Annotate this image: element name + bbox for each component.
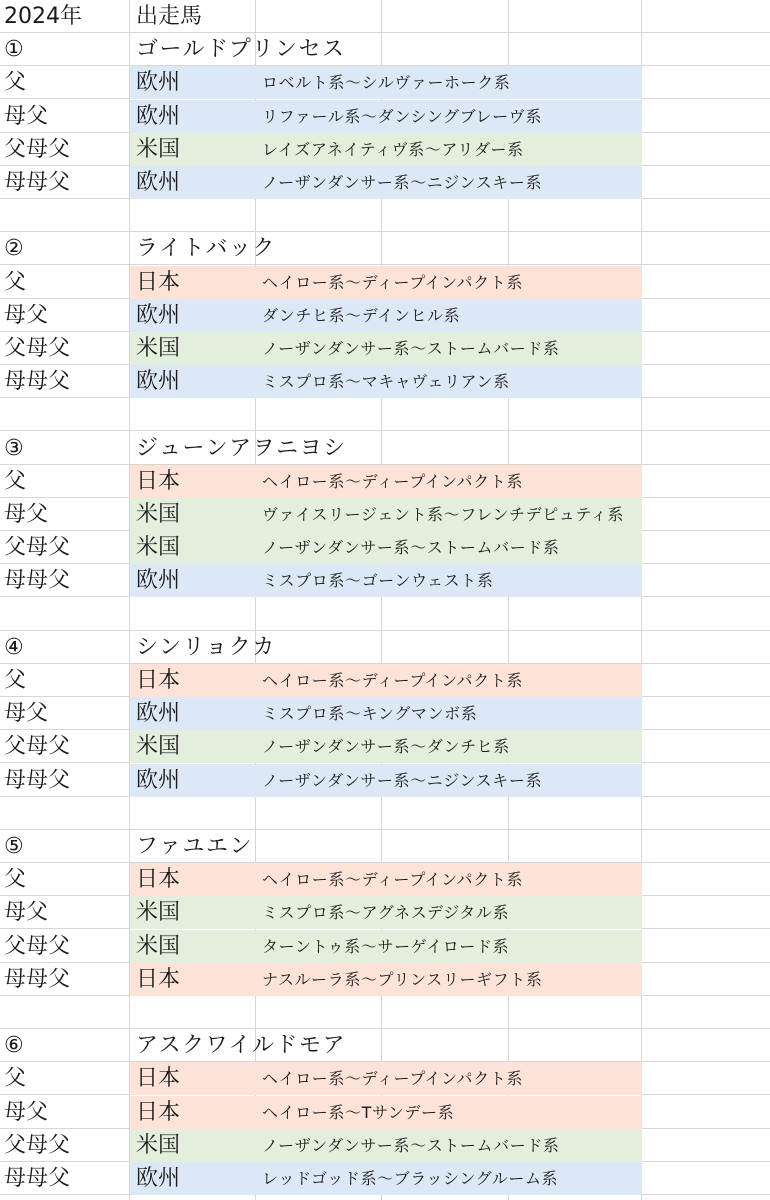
column-label-cell[interactable]: 出走馬 xyxy=(136,4,203,29)
region-cell[interactable]: 欧州 xyxy=(136,103,181,129)
region-cell[interactable]: 米国 xyxy=(136,136,181,162)
pedigree-role[interactable]: 母父 xyxy=(4,103,49,129)
lineage-cell[interactable]: ロベルト系～シルヴァーホーク系 xyxy=(262,73,511,93)
horse-title-row xyxy=(0,631,770,664)
region-cell[interactable]: 米国 xyxy=(136,933,181,959)
pedigree-row xyxy=(0,863,770,896)
horse-title-row xyxy=(0,432,770,465)
pedigree-role[interactable]: 父母父 xyxy=(4,1132,71,1158)
spacer-row xyxy=(0,797,770,830)
pedigree-row xyxy=(0,1129,770,1162)
pedigree-role[interactable]: 母父 xyxy=(4,1099,49,1125)
lineage-cell[interactable]: ミスプロ系～アグネスデジタル系 xyxy=(262,903,510,923)
horse-number[interactable]: ⑤ xyxy=(4,834,24,859)
lineage-cell[interactable]: レッドゴッド系～ブラッシングルーム系 xyxy=(262,1169,559,1188)
horse-number[interactable]: ② xyxy=(4,236,24,262)
lineage-cell[interactable]: ダンチヒ系～デインヒル系 xyxy=(262,305,461,325)
lineage-cell[interactable]: ミスプロ系～ゴーンウェスト系 xyxy=(262,571,494,591)
pedigree-role[interactable]: 母父 xyxy=(4,502,49,527)
pedigree-row xyxy=(0,133,770,166)
pedigree-row xyxy=(0,465,770,498)
region-cell[interactable]: 米国 xyxy=(136,336,181,361)
pedigree-role[interactable]: 母母父 xyxy=(4,170,71,195)
lineage-cell[interactable]: ノーザンダンサー系～ストームバード系 xyxy=(262,339,560,358)
region-cell[interactable]: 日本 xyxy=(136,867,181,893)
pedigree-row xyxy=(0,531,770,564)
lineage-cell[interactable]: ノーザンダンサー系～ストームバード系 xyxy=(262,1135,560,1155)
pedigree-role[interactable]: 母父 xyxy=(4,900,49,926)
region-cell[interactable]: 日本 xyxy=(136,1066,181,1092)
pedigree-role[interactable]: 父 xyxy=(4,70,27,96)
pedigree-role[interactable]: 父 xyxy=(4,867,27,893)
horse-name[interactable]: ジューンアヲニヨシ xyxy=(136,435,347,461)
region-cell[interactable]: 欧州 xyxy=(136,302,181,328)
lineage-cell[interactable]: ターントゥ系～サーゲイロード系 xyxy=(262,936,510,956)
pedigree-row xyxy=(0,564,770,597)
region-cell[interactable]: 米国 xyxy=(136,734,181,760)
horse-title-row xyxy=(0,1029,770,1062)
pedigree-row xyxy=(0,266,770,299)
lineage-cell[interactable]: ミスプロ系～マキャヴェリアン系 xyxy=(262,372,510,392)
lineage-cell[interactable]: ナスルーラ系～プリンスリーギフト系 xyxy=(262,969,543,989)
pedigree-role[interactable]: 父母父 xyxy=(4,535,71,561)
pedigree-role[interactable]: 母母父 xyxy=(4,966,71,992)
horse-name[interactable]: アスクワイルドモア xyxy=(136,1033,346,1059)
region-cell[interactable]: 欧州 xyxy=(136,70,181,96)
lineage-cell[interactable]: ヘイロー系～ディープインパクト系 xyxy=(262,870,523,890)
pedigree-row xyxy=(0,1062,770,1095)
pedigree-role[interactable]: 父母父 xyxy=(4,336,71,361)
lineage-cell[interactable]: ノーザンダンサー系～ニジンスキー系 xyxy=(262,173,543,192)
pedigree-row xyxy=(0,100,770,133)
horse-name[interactable]: シンリョクカ xyxy=(136,634,276,660)
pedigree-row xyxy=(0,730,770,763)
region-cell[interactable]: 米国 xyxy=(136,535,181,561)
horse-number[interactable]: ① xyxy=(4,37,24,63)
horse-number[interactable]: ④ xyxy=(4,634,24,660)
pedigree-role[interactable]: 父母父 xyxy=(4,136,71,162)
lineage-cell[interactable]: レイズアネイティヴ系～アリダー系 xyxy=(262,139,524,159)
pedigree-role[interactable]: 母母父 xyxy=(4,767,71,793)
region-cell[interactable]: 米国 xyxy=(136,1132,181,1158)
pedigree-row xyxy=(0,166,770,199)
horse-name[interactable]: ファユエン xyxy=(136,834,254,859)
region-cell[interactable]: 日本 xyxy=(136,668,181,693)
lineage-cell[interactable]: ノーザンダンサー系～ダンチヒ系 xyxy=(262,737,510,757)
region-cell[interactable]: 欧州 xyxy=(136,1166,181,1191)
lineage-cell[interactable]: ノーザンダンサー系～ストームバード系 xyxy=(262,538,560,558)
horse-title-row xyxy=(0,33,770,66)
lineage-cell[interactable]: ヘイロー系～ディープインパクト系 xyxy=(262,1069,523,1089)
horse-name[interactable]: ライトバック xyxy=(136,236,276,262)
spacer-row xyxy=(0,398,770,431)
lineage-cell[interactable]: ヘイロー系～Tサンデー系 xyxy=(262,1102,455,1122)
pedigree-role[interactable]: 母母父 xyxy=(4,369,71,395)
pedigree-row xyxy=(0,896,770,929)
lineage-cell[interactable]: ヘイロー系～ディープインパクト系 xyxy=(262,671,523,690)
year-cell[interactable]: 2024年 xyxy=(4,4,82,29)
pedigree-row xyxy=(0,764,770,797)
pedigree-row xyxy=(0,697,770,730)
pedigree-row xyxy=(0,664,770,697)
pedigree-row xyxy=(0,1096,770,1129)
lineage-cell[interactable]: ヴァイスリージェント系～フレンチデピュティ系 xyxy=(262,505,624,524)
pedigree-role[interactable]: 母父 xyxy=(4,701,49,727)
pedigree-row xyxy=(0,299,770,332)
pedigree-row xyxy=(0,498,770,531)
pedigree-role[interactable]: 父 xyxy=(4,468,27,494)
pedigree-role[interactable]: 父母父 xyxy=(4,933,71,959)
region-cell[interactable]: 日本 xyxy=(136,1099,181,1125)
pedigree-role[interactable]: 母母父 xyxy=(4,568,71,594)
spacer-row xyxy=(0,598,770,631)
region-cell[interactable]: 米国 xyxy=(136,502,181,527)
region-cell[interactable]: 欧州 xyxy=(136,568,181,594)
lineage-cell[interactable]: ヘイロー系～ディープインパクト系 xyxy=(262,471,523,491)
horse-name[interactable]: ゴールドプリンセス xyxy=(136,37,346,63)
pedigree-row xyxy=(0,930,770,963)
lineage-cell[interactable]: リファール系～ダンシングブレーヴ系 xyxy=(262,106,542,126)
pedigree-role[interactable]: 父母父 xyxy=(4,734,71,760)
region-cell[interactable]: 日本 xyxy=(136,269,181,295)
region-cell[interactable]: 日本 xyxy=(136,966,181,992)
pedigree-role[interactable]: 父 xyxy=(4,269,27,295)
horse-number[interactable]: ③ xyxy=(4,435,24,461)
region-cell[interactable]: 欧州 xyxy=(136,701,181,727)
pedigree-row xyxy=(0,66,770,99)
pedigree-row xyxy=(0,963,770,996)
lineage-cell[interactable]: ミスプロ系～キングマンボ系 xyxy=(262,704,478,724)
lineage-cell[interactable]: ノーザンダンサー系～ニジンスキー系 xyxy=(262,770,543,790)
pedigree-role[interactable]: 父 xyxy=(4,668,27,693)
region-cell[interactable]: 米国 xyxy=(136,900,181,926)
region-cell[interactable]: 欧州 xyxy=(136,767,181,793)
region-cell[interactable]: 日本 xyxy=(136,468,181,494)
region-cell[interactable]: 欧州 xyxy=(136,369,181,395)
horse-title-row xyxy=(0,830,770,863)
spacer-row xyxy=(0,996,770,1029)
pedigree-row xyxy=(0,365,770,398)
horse-title-row xyxy=(0,232,770,265)
region-cell[interactable]: 欧州 xyxy=(136,170,181,195)
pedigree-role[interactable]: 母母父 xyxy=(4,1166,71,1191)
header-row xyxy=(0,0,770,33)
horse-number[interactable]: ⑥ xyxy=(4,1033,24,1059)
pedigree-row xyxy=(0,1162,770,1195)
pedigree-role[interactable]: 父 xyxy=(4,1066,27,1092)
spacer-row xyxy=(0,199,770,232)
pedigree-role[interactable]: 母父 xyxy=(4,302,49,328)
lineage-cell[interactable]: ヘイロー系～ディープインパクト系 xyxy=(262,272,523,292)
pedigree-row xyxy=(0,332,770,365)
